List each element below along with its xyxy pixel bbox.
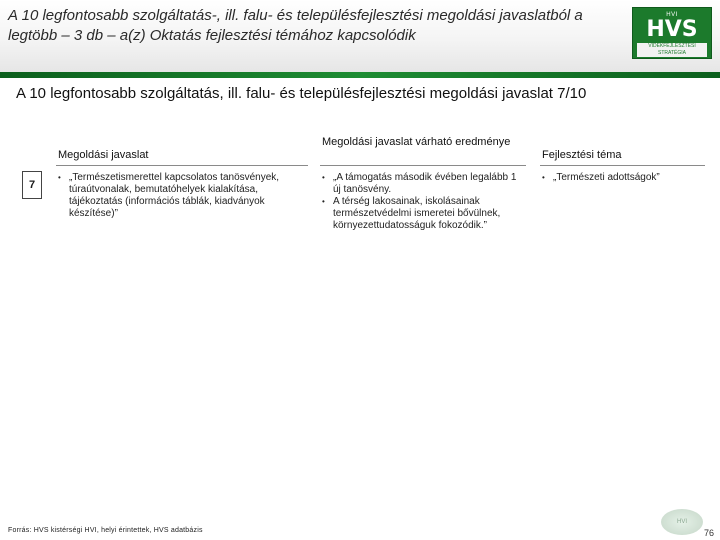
logo-sub-text: VIDÉKFEJLESZTÉSI STRATÉGIA: [637, 43, 707, 57]
column-divider-tema: [540, 165, 705, 166]
source-note: Forrás: HVS kistérségi HVI, helyi érintettek, HVS adatbázis: [8, 527, 203, 534]
page-number: 76: [704, 528, 715, 538]
column-header-tema: Fejlesztési téma: [542, 149, 622, 161]
hvs-logo: [632, 7, 712, 59]
eredmeny-item: • „A támogatás második évében legalább 1 új tanösvény.: [320, 172, 520, 196]
header-title: A 10 legfontosabb szolgáltatás-, ill. falu- és településfejlesztési megoldási javaslatból a legtöbb – 3 db – a(z) Oktatás fejlesztési témához kapcsolódik: [8, 7, 583, 44]
row-number-badge: 7: [22, 171, 42, 199]
tema-cell: [540, 172, 705, 184]
hvi-watermark-logo: HVI: [661, 509, 703, 535]
javaslat-cell: [56, 172, 308, 220]
column-divider-eredmeny: [320, 165, 526, 166]
eredmeny-cell: [320, 172, 520, 232]
eredmeny-item: • A térség lakosainak, iskolásainak természetvédelmi ismeretei bővülnek, környezettudatosságuk fokozódik.”: [320, 196, 520, 232]
logo-top-text: HVI: [666, 12, 678, 18]
column-divider-javaslat: [56, 165, 308, 166]
tema-item: • „Természeti adottságok”: [540, 172, 705, 184]
javaslat-item: • „Természetismerettel kapcsolatos tanösvények, túraútvonalak, bemutatóhelyek kialakítása, tájékoztatás (információs táblák, kiadványok készítése)”: [56, 172, 308, 220]
logo-main-text: HVS: [646, 17, 698, 42]
column-header-eredmeny: Megoldási javaslat várható eredménye: [322, 136, 511, 148]
page-title: A 10 legfontosabb szolgáltatás, ill. falu- és településfejlesztési megoldási javaslat 7/10: [16, 85, 587, 102]
column-header-javaslat: Megoldási javaslat: [58, 149, 149, 161]
header-divider-bar: [0, 72, 720, 78]
